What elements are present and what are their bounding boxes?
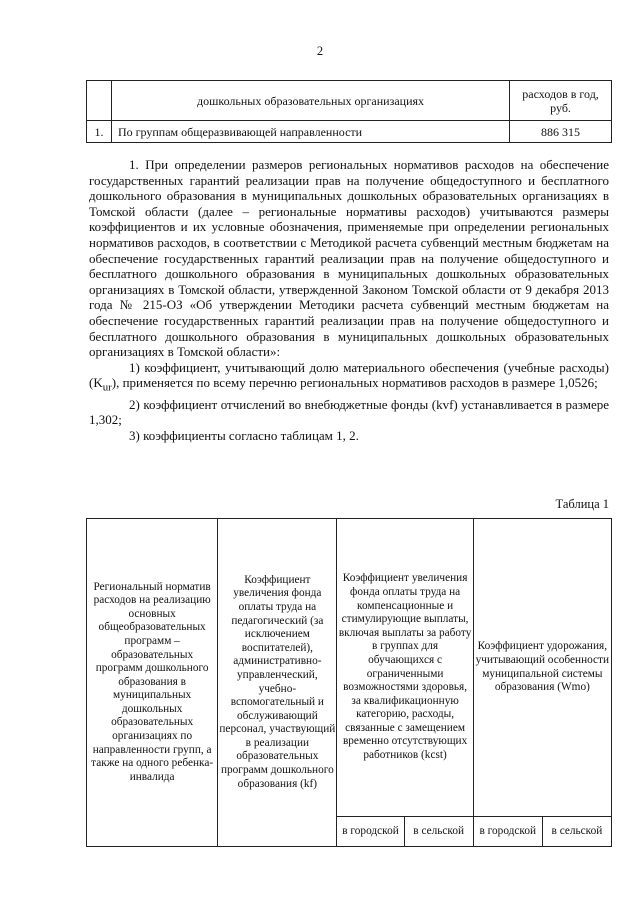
item-1-text-after: ), применяется по всему перечню региональных нормативов расходов в размере 1,0526; [111,375,598,391]
top-table [86,80,612,143]
paragraph-item-1 [89,360,609,397]
table1-header-kcst: Коэффициент увеличения фонда оплаты труда на компенсационные и стимулирующие выплаты, включая выплаты за работу в группах для обучающихся с ограниченными возможностями здоровья, за квалификационную категорию, расходы, связанные с замещением временно отсутствующих работников (kcst) [337,519,473,817]
coefficients-table [86,518,612,847]
table1-subheader-rural-kcst: в сельской [404,817,473,847]
top-table-row-num: 1. [87,121,112,143]
top-table-header-value: расходов в год, руб. [510,81,612,121]
top-table-header-row [87,81,612,121]
table1-header-wmo: Коэффициент удорожания, учитывающий особенности муниципальной системы образования (Wmo) [473,519,611,817]
paragraph-item-3: 3) коэффициенты согласно таблицам 1, 2. [129,427,359,443]
paragraph-1: 1. При определении размеров региональных нормативов расходов на обеспечение государственных гарантий реализации прав на получение общедоступного и бесплатного дошкольного образования в муниципальных дошкольных образовательных организациях в Томской области (далее – региональные нормативы расходов) учитываются размеры коэффициентов и их условные обозначения, применяемые при определении региональных нормативов расходов, в соответствии с Методикой расчета субвенций местным бюджетам на обеспечение государственных гарантий реализации прав на получение общедоступного и бесплатного дошкольного образования в муниципальных дошкольных образовательных организациях в Томской области, утвержденной Законом Томской области от 9 декабря 2013 года № 215-ОЗ «Об утверждении Методики расчета субвенций местным бюджетам на обеспечение государственных гарантий реализации прав на получение общедоступного и бесплатного дошкольного образования в муниципальных дошкольных образовательных организациях в Томской области»: [89,157,609,360]
item-1-subscript: ur [102,381,112,394]
top-table-header-name: дошкольных образовательных организациях [111,81,509,121]
table1-header-row [87,519,612,817]
table1-subheader-urban-wmo: в городской [473,817,542,847]
paragraph-item-2: 2) коэффициент отчислений во внебюджетные фонды (kvf) устанавливается в размере 1,302; [89,396,609,428]
item-1-text-before: 1) коэффициент, учитывающий долю материального обеспечения (учебные расходы) (K [89,359,609,391]
top-table-row-name: По группам общеразвивающей направленности [111,121,509,143]
table1-header-kf: Коэффициент увеличения фонда оплаты труда на педагогический (за исключением воспитателей), административно-управленческий, учебно-вспомогательный и обслуживающий персонал, участвующий в реализации образовательных программ дошкольного образования (kf) [218,519,337,847]
table-caption: Таблица 1 [555,497,609,511]
top-table-row [87,121,612,143]
top-table-header-num-cell [87,81,112,121]
page-number: 2 [316,44,324,58]
table1-header-normative: Региональный норматив расходов на реализацию основных общеобразовательных программ – образовательных программ дошкольного образования в муниципальных дошкольных образовательных организациях по направленности групп, а также на одного ребенка-инвалида [87,519,218,847]
table1-subheader-rural-wmo: в сельской [542,817,611,847]
body-text [89,157,609,443]
top-table-row-value: 886 315 [510,121,612,143]
table1-subheader-urban-kcst: в городской [337,817,404,847]
